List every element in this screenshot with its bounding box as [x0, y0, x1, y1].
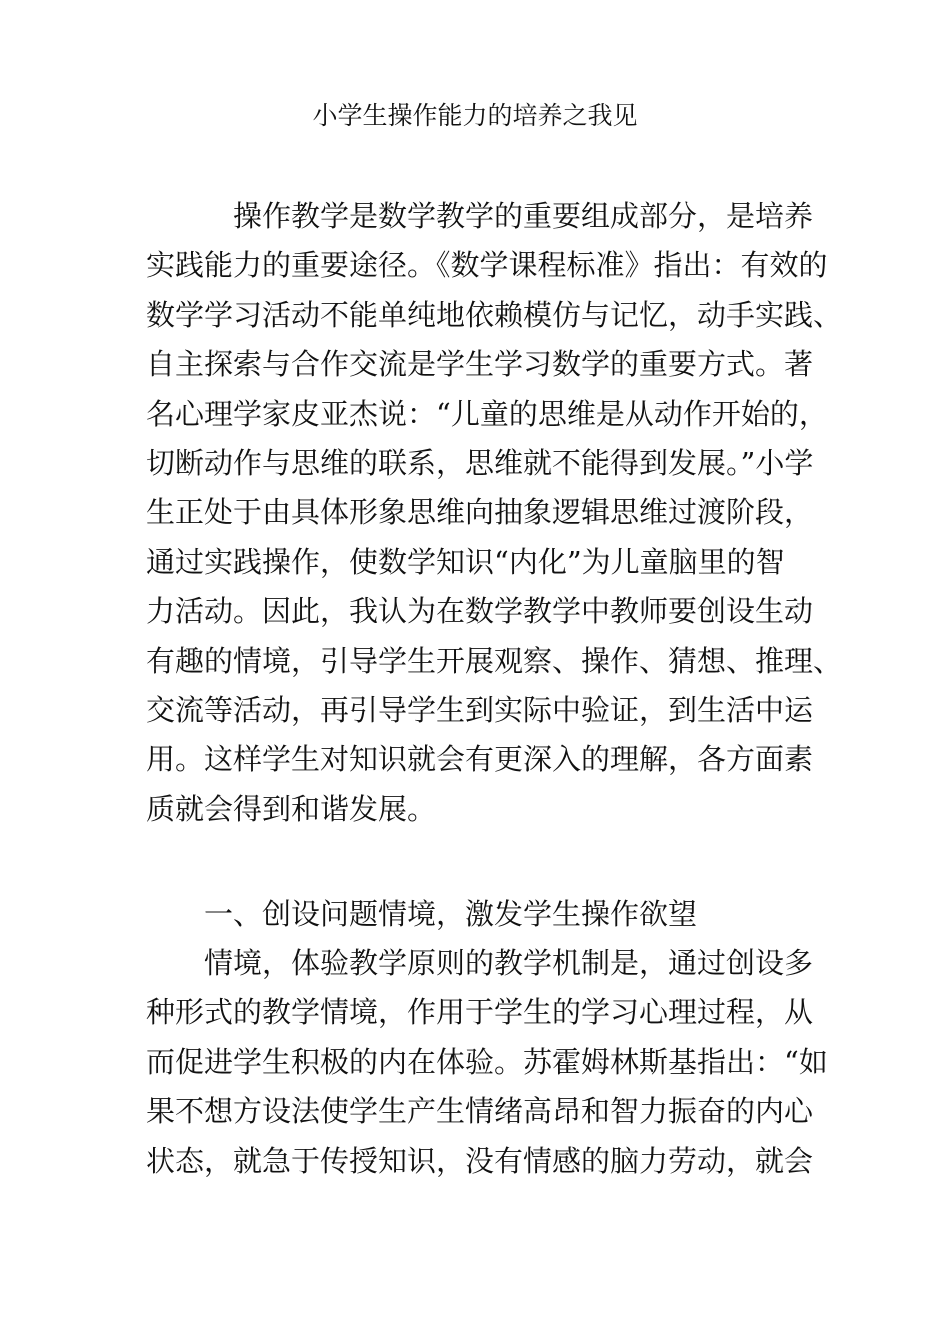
text-line: 自主探索与合作交流是学生学习数学的重要方式。著 — [146, 347, 814, 382]
text-line: 用。这样学生对知识就会有更深入的理解，各方面素 — [146, 742, 814, 777]
text-line: 实践能力的重要途径。《数学课程标准》指出：有效的 — [146, 248, 828, 283]
text-line: 名心理学家皮亚杰说：“儿童的思维是从动作开始的， — [146, 396, 828, 431]
text-line: 而促进学生积极的内在体验。苏霍姆林斯基指出：“如 — [146, 1044, 828, 1079]
section-paragraph — [146, 939, 828, 1186]
text-line: 状态，就急于传授知识，没有情感的脑力劳动，就会 — [146, 1143, 814, 1178]
text-line: 数学学习活动不能单纯地依赖模仿与记忆，动手实践、 — [146, 297, 843, 332]
text-line: 力活动。因此，我认为在数学教学中教师要创设生动 — [146, 594, 814, 629]
text-line: 生正处于由具体形象思维向抽象逻辑思维过渡阶段， — [146, 495, 814, 530]
document-title: 小学生操作能力的培养之我见 — [312, 101, 638, 130]
section-heading-text: 一、创设问题情境，激发学生操作欲望 — [204, 897, 698, 931]
intro-paragraph — [146, 192, 843, 834]
text-line: 有趣的情境，引导学生开展观察、操作、猜想、推理、 — [146, 643, 843, 678]
text-line: 操作教学是数学教学的重要组成部分，是培养 — [233, 199, 814, 233]
text-line: 切断动作与思维的联系，思维就不能得到发展。”小学 — [146, 446, 814, 481]
text-line: 质就会得到和谐发展。 — [146, 791, 437, 826]
text-line: 情境，体验教学原则的教学机制是，通过创设多 — [204, 946, 814, 980]
text-line: 果不想方设法使学生产生情绪高昂和智力振奋的内心 — [146, 1094, 814, 1129]
text-line: 通过实践操作，使数学知识“内化”为儿童脑里的智 — [146, 544, 785, 579]
text-line: 交流等活动，再引导学生到实际中验证，到生活中运 — [146, 693, 814, 728]
text-line: 种形式的教学情境，作用于学生的学习心理过程，从 — [146, 995, 814, 1030]
section-heading — [146, 890, 806, 939]
